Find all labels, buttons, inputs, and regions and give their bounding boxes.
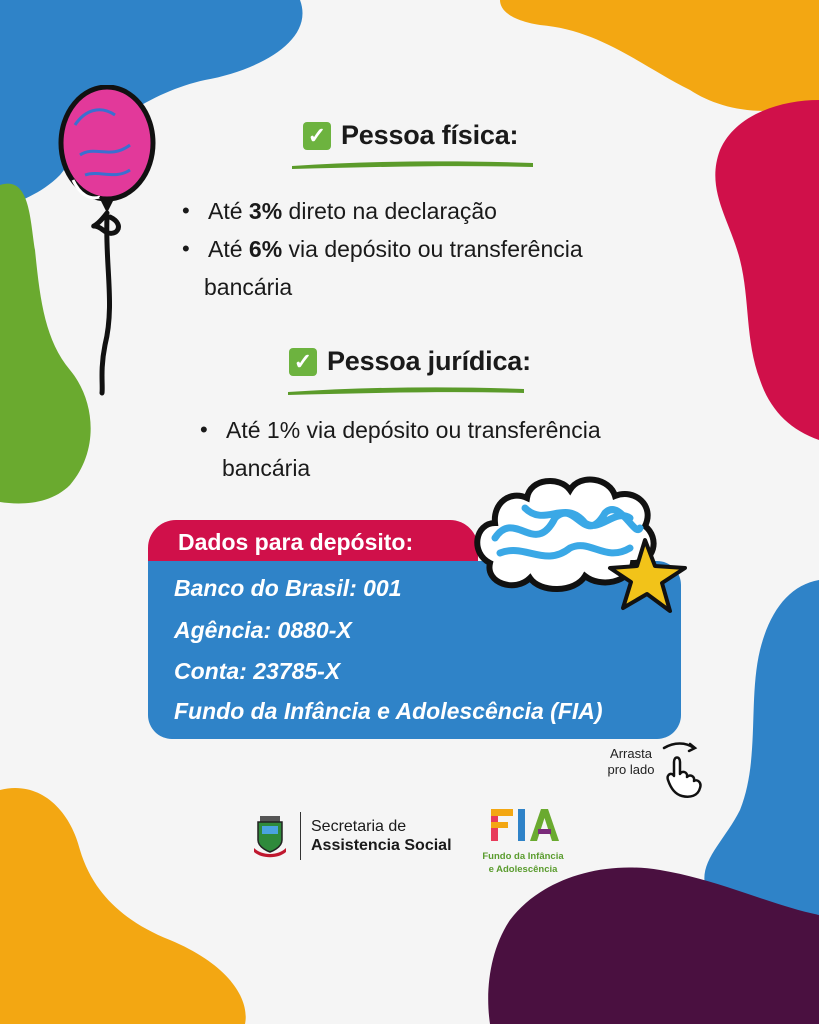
secretaria-name	[311, 817, 452, 855]
list-item-continuation: bancária	[222, 455, 311, 481]
pessoa-fisica-heading	[303, 120, 518, 151]
check-icon: ✓	[303, 122, 331, 150]
pessoa-juridica-underline	[286, 384, 526, 396]
municipal-crest-logo	[252, 814, 288, 858]
pessoa-fisica-title: Pessoa física:	[341, 120, 519, 150]
balloon-illustration	[55, 85, 165, 400]
swipe-hint-line2: pro lado	[607, 762, 655, 777]
list-item: • Até 1% via depósito ou transferência	[200, 411, 601, 449]
pessoa-fisica-underline	[290, 158, 535, 170]
secretaria-logo-block	[252, 812, 452, 860]
fund-line: Fundo da Infância e Adolescência (FIA)	[174, 698, 603, 724]
fia-subtitle	[478, 850, 568, 876]
secretaria-line2: Assistencia Social	[311, 837, 452, 854]
blue-blob-right	[704, 580, 819, 915]
fia-sub-line1: Fundo da Infância	[482, 851, 564, 862]
cloud-illustration	[465, 468, 700, 628]
pessoa-fisica-list	[182, 192, 583, 306]
swipe-hint-line1: Arrasta	[610, 746, 652, 761]
fia-logo	[478, 805, 568, 876]
list-item-continuation: bancária	[204, 274, 293, 300]
orange-blob-bottom-left	[0, 788, 246, 1024]
list-item: • Até 6% via depósito ou transferência	[182, 230, 583, 268]
magenta-blob-right	[715, 100, 819, 440]
swipe-hint-text	[600, 746, 662, 778]
fia-sub-line2: e Adolescência	[488, 864, 558, 875]
orange-blob-top-right	[500, 0, 819, 111]
agency-line: Agência: 0880-X	[174, 617, 352, 643]
account-line: Conta: 23785-X	[174, 658, 341, 684]
pessoa-juridica-title: Pessoa jurídica:	[327, 346, 531, 376]
list-item: • Até 3% direto na declaração	[182, 192, 583, 230]
pessoa-juridica-heading	[289, 346, 531, 377]
check-icon: ✓	[289, 348, 317, 376]
secretaria-line1: Secretaria de	[311, 818, 407, 835]
fia-logo-mark	[483, 805, 563, 845]
swipe-hand-icon	[660, 740, 710, 800]
divider	[300, 812, 301, 860]
bank-line: Banco do Brasil: 001	[174, 575, 402, 601]
deposit-title: Dados para depósito:	[178, 529, 414, 555]
